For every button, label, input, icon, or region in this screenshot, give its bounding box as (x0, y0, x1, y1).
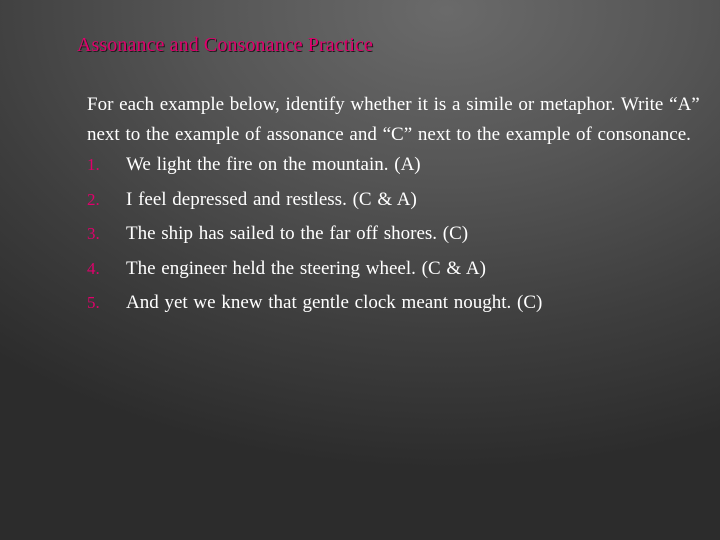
examples-list (87, 150, 707, 323)
item-text: And yet we knew that gentle clock meant nought. (C) (126, 292, 543, 313)
slide-title: Assonance and Consonance Practice (77, 34, 373, 56)
list-item (87, 150, 707, 185)
item-number: 4. (87, 258, 100, 278)
slide-body (87, 90, 707, 323)
list-item (87, 219, 707, 254)
item-text: The engineer held the steering wheel. (C & A) (126, 257, 486, 279)
item-text: I feel depressed and restless. (C & A) (126, 188, 417, 210)
item-number: 3. (87, 224, 100, 243)
instructions-text: For each example below, identify whether it is a simile or metaphor. Write “A” next to the example of assonance and “C” next to the example of consonance. (87, 94, 700, 145)
item-number: 5. (87, 293, 100, 312)
list-item (87, 185, 707, 220)
item-text: The ship has sailed to the far off shores. (C) (126, 223, 469, 244)
list-item (87, 288, 707, 323)
item-text: We light the fire on the mountain. (A) (126, 154, 421, 175)
item-number: 2. (87, 189, 100, 209)
list-item (87, 254, 707, 289)
item-number: 1. (87, 155, 100, 174)
